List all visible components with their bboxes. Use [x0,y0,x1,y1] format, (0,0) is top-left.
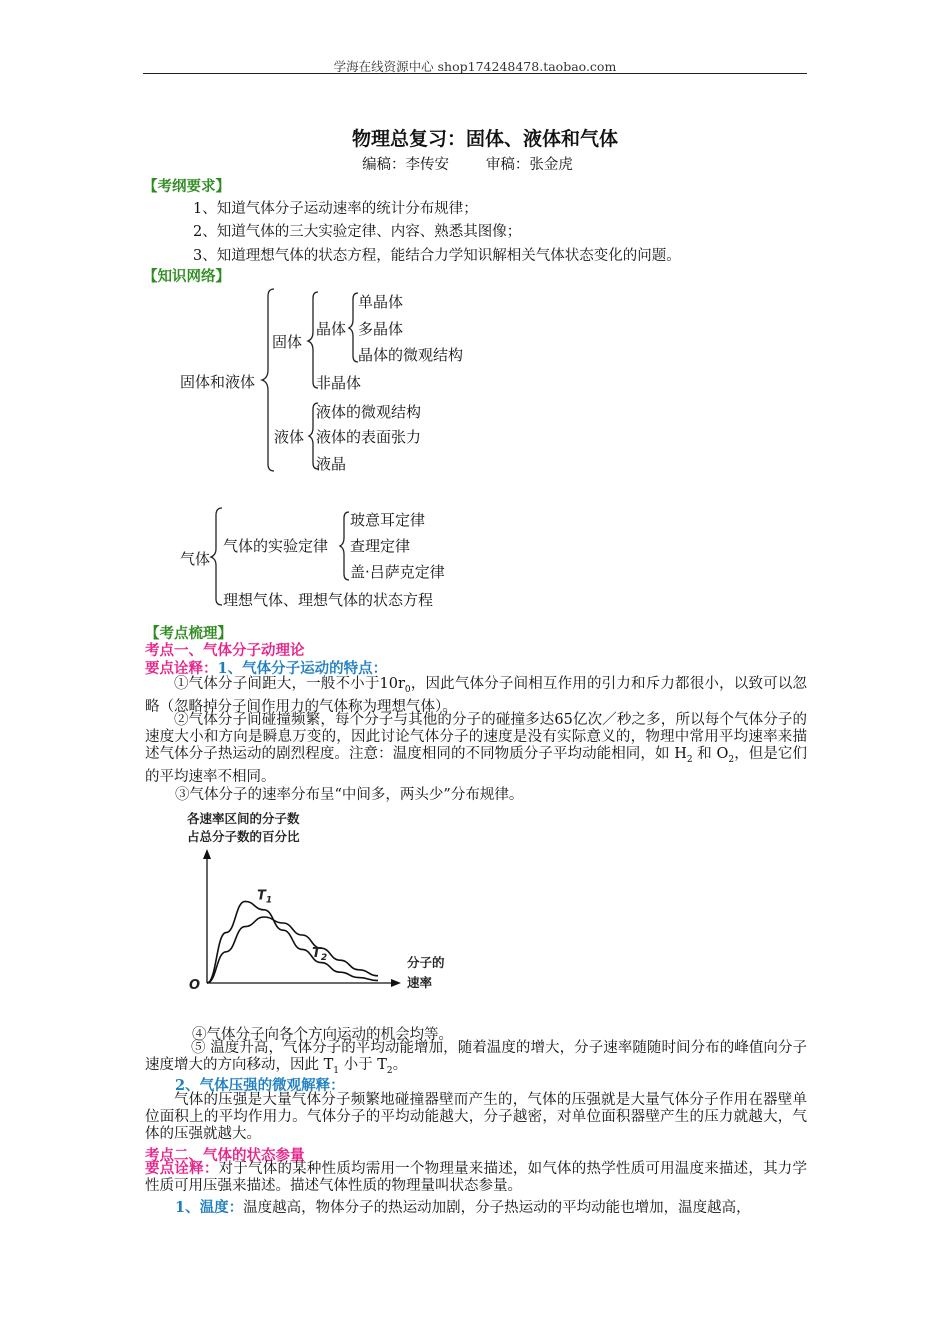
node-solid-liquid: 固体和液体 [180,373,256,391]
point1-sub1: 1、气体分子运动的特点： [217,660,388,677]
diagram-braces [0,0,950,620]
point2-para1-text: 对于气体的某种性质均需用一个物理量来描述，如气体的热学性质可用温度来描述，其力学性质可用压强来描述。描述气体性质的物理量叫状态参量。 [145,1161,808,1194]
point1-para1-text: ①气体分子间距大，一般不小于10r [174,676,405,692]
author-line: 编稿：李传安 审稿：张金虎 [362,157,573,173]
node-gas-laws: 气体的实验定律 [223,537,329,555]
point1-para2-sub2: 2 [728,754,735,765]
point2-para1 [145,1160,807,1195]
point1-para2-sub1: 2 [686,754,693,765]
node-amorphous: 非晶体 [316,374,362,392]
point1-label: 要点诠释： [145,660,218,677]
point1-title: 考点一、气体分子动理论 [145,642,305,659]
node-charles-law: 查理定律 [350,537,411,555]
node-ideal-gas: 理想气体、理想气体的状态方程 [223,591,434,609]
point1-para6: 气体的压强是大量气体分子频繁地碰撞器壁而产生的，气体的压强就是大量气体分子作用在器壁单位面积上的平均作用力。气体分子的平均动能越大，分子越密，对单位面积器壁产生的压力就越大，气体的压强就越大。 [145,1092,807,1142]
brace-gas-laws [340,512,349,580]
point1-para5-sub1: 1 [333,1065,340,1076]
node-gas: 气体 [180,550,211,568]
chart-ylabel-line2: 占总分子数的百分比 [187,829,300,844]
review-heading: 【考点梳理】 [145,625,232,642]
chart-origin-label: O [189,978,201,993]
point2-para2-text: 温度越高，物体分子的热运动加剧，分子热运动的平均动能也增加，温度越高， [243,1200,751,1216]
node-solid: 固体 [272,333,303,351]
node-liquid-structure: 液体的微观结构 [316,403,422,421]
point1-para1 [145,676,807,716]
point1-para5-a: ⑤ 温度升高，气体分子的平均动能增加，随着温度的增大，分子速率随随时间分布的峰值向分子速度增大的方向移动，因此 T [145,1040,807,1073]
node-liquid-crystal: 液晶 [316,455,347,473]
point1-para5-b: 小于 T [339,1057,387,1073]
node-boyle-law: 玻意耳定律 [350,511,426,529]
node-crystal-structure: 晶体的微观结构 [358,346,464,364]
point1-para2-a: ②气体分子间碰撞频繁，每个分子与其他的分子的碰撞多达65亿次／秒之多，所以每个气体分子的速度大小和方向是瞬息万变的，因此讨论气体分子的速度是没有实际意义的，物理中常用平均速率来描述气体分子热运动的剧烈程度。注意：温度相同的不同物质分子平均动能相同，如 H [145,712,807,762]
node-gay-lussac-law: 盖·吕萨克定律 [350,563,445,581]
requirement-item-3: 3、知道理想气体的状态方程，能结合力学知识解相关气体状态变化的问题。 [193,248,681,264]
chart-y-arrow [203,849,211,859]
chart-x-arrow [391,979,401,987]
brace-crystal [349,293,358,362]
point1-para2-c: ，但是它们的平均速率不相同。 [145,746,808,785]
point1-para1-rest: ，因此气体分子间相互作用的引力和斥力都很小，以致可以忽略（忽略掉分子间作用力的气体称为理想气体）。 [145,676,807,715]
point1-para4: ④气体分子向各个方向运动的机会均等。 [192,1027,453,1043]
brace-gas [211,508,222,605]
node-polycrystal: 多晶体 [358,320,404,338]
node-crystal: 晶体 [316,320,347,338]
point2-para2 [175,1196,751,1217]
point1-para5-sub2: 2 [386,1065,393,1076]
point1-para5-c: 。 [392,1057,408,1073]
chart-xlabel-line1: 分子的 [407,955,445,970]
point2-label: 要点诠释： [145,1160,219,1177]
point1-para3: ③气体分子的速率分布呈“中间多，两头少”分布规律。 [175,787,524,803]
requirement-item-2: 2、知道气体的三大实验定律、内容、熟悉其图像； [193,224,522,240]
page-title: 物理总复习：固体、液体和气体 [351,128,618,150]
node-single-crystal: 单晶体 [358,293,404,311]
requirement-item-1: 1、知道气体分子运动速率的统计分布规律； [193,201,478,217]
point1-para2 [145,712,807,786]
page-header: 学海在线资源中心 shop174248478.taobao.com [333,59,617,74]
network-heading: 【知识网络】 [143,268,230,285]
node-liquid: 液体 [274,428,305,446]
chart-series-line-1 [207,901,378,983]
point1-para2-b: 和 O [692,746,729,762]
point2-sub1: 1、温度： [175,1199,244,1216]
brace-solid-liquid [262,289,274,471]
requirements-heading: 【考纲要求】 [143,178,230,195]
chart-ylabel-line1: 各速率区间的分子数 [187,811,300,826]
chart-series-label-1: $T_1$ [257,888,273,906]
chart-xlabel-line2: 速率 [407,975,433,990]
point1-para1-sub: 0 [404,684,411,695]
speed-distribution-chart [185,805,455,1000]
chart-svg [185,805,455,1000]
node-surface-tension: 液体的表面张力 [316,428,422,446]
point1-subheading [145,657,387,678]
point2-title: 考点二、气体的状态参量 [145,1147,305,1164]
point1-sub2: 2、气体压强的微观解释： [175,1077,345,1094]
chart-series-label-2: $T_2$ [312,946,328,963]
